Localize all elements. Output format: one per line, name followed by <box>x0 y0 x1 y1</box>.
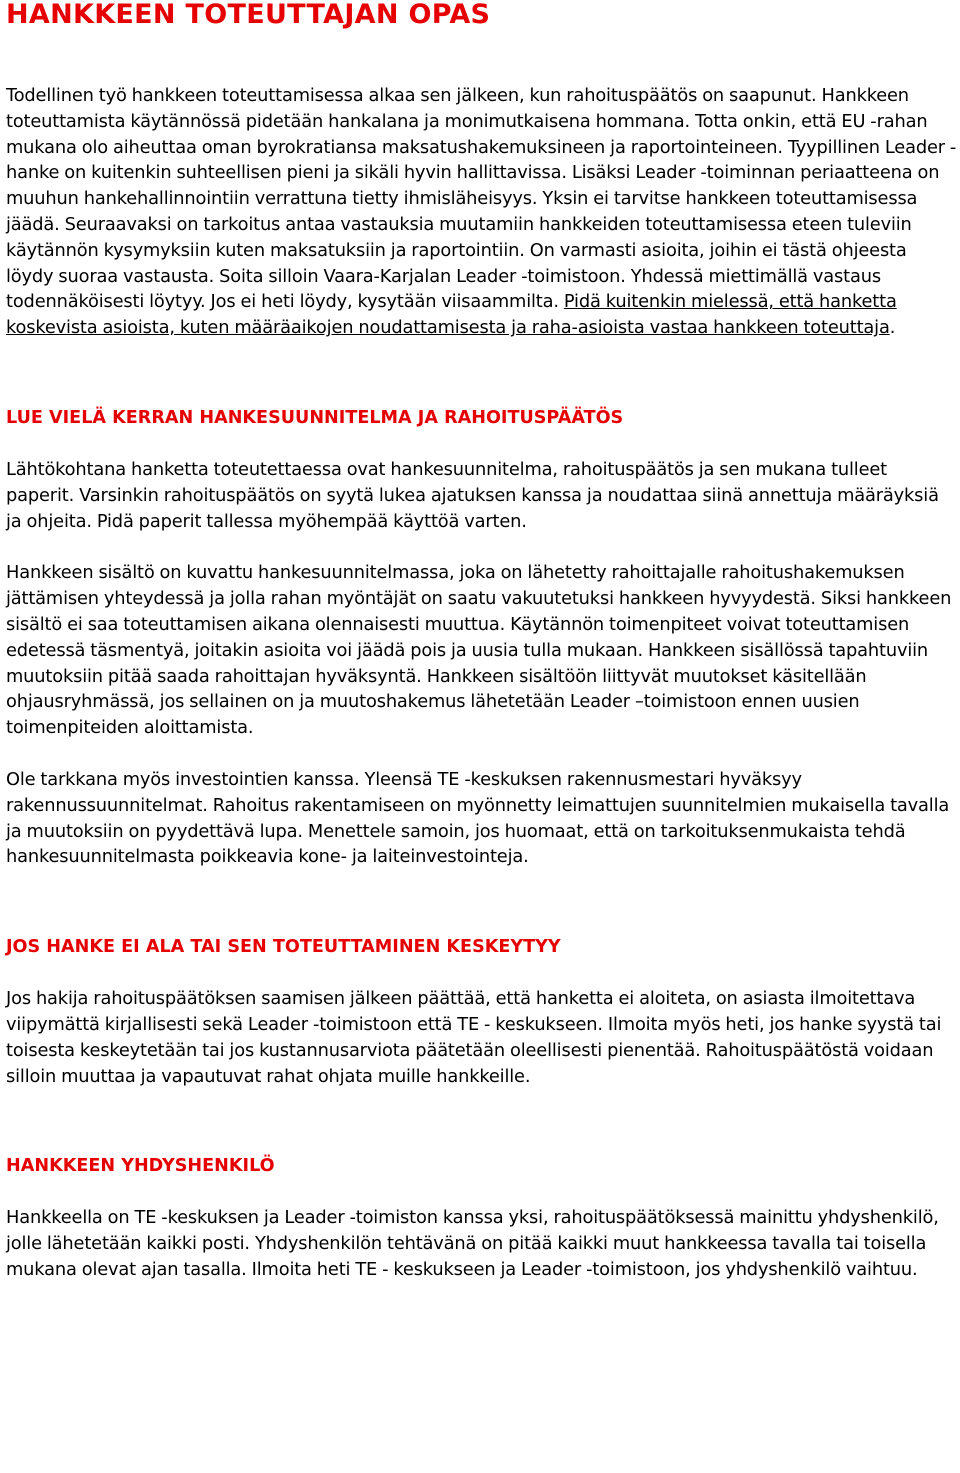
intro-text: Todellinen työ hankkeen toteuttamisessa alkaa sen jälkeen, kun rahoituspäätös on saapunut. Hankkeen toteuttamista käytännössä pidetään hankalana ja monimutkaisena hommana. Totta onkin, että EU -rahan mukana olo aiheuttaa oman byrokratiansa maksatushakemuksineen ja raportointeineen. Tyypillinen Leader -hanke on kuitenkin suhteellisen pieni ja sikäli hyvin hallittavissa. Lisäksi Leader -toiminnan periaatteena on muuhun hankehallinnointiin verrattuna tietty ihmisläheisyys. Yksin ei tarvitse hankkeen toteuttamisessa jäädä. Seuraavaksi on tarkoitus antaa vastauksia muutamiin hankkeiden toteuttamisessa eteen tuleviin käytännön kysymyksiin kuten maksatuksiin ja raportointiin. On varmasti asioita, joihin ei tästä ohjeesta löydy suoraa vastausta. Soita silloin Vaara-Karjalan Leader -toimistoon. Yhdessä miettimällä vastaus todennäköisesti löytyy. Jos ei heti löydy, kysytään viisaammilta. <box>6 85 957 313</box>
section-heading-hankesuunnitelma: LUE VIELÄ KERRAN HANKESUUNNITELMA JA RAHOITUSPÄÄTÖS <box>6 407 624 428</box>
intro-underlined-text: Pidä kuitenkin mielessä, että hanketta koskevista asioista, kuten määräaikojen noudattamisesta ja raha-asioista vastaa hankkeen toteuttaja <box>6 291 897 339</box>
section-paragraph: Hankkeen sisältö on kuvattu hankesuunnitelmassa, joka on lähetetty rahoittajalle rahoitushakemuksen jättämisen yhteydessä ja jolla rahan myöntäjät on saatu vakuutetuksi hankkeen hyvyydestä. Siksi hankkeen sisältö ei saa toteuttamisen aikana olennaisesti muuttua. Käytännön toimenpiteet voivat toteuttamisen edetessä täsmentyä, joitakin asioita voi jäädä pois ja uusia tulla mukaan. Hankkeen sisällössä tapahtuviin muutoksiin pitää saada rahoittajan hyväksyntä. Hankkeen sisältöön liittyvät muutokset käsitellään ohjausryhmässä, jos sellainen on ja muutoshakemus lähetetään Leader –toimistoon ennen uusien toimenpiteiden aloittamista. <box>6 562 952 739</box>
intro-tail: . <box>889 317 896 339</box>
section-paragraph: Lähtökohtana hanketta toteutettaessa ovat hankesuunnitelma, rahoituspäätös ja sen mukana tulleet paperit. Varsinkin rahoituspäätös on syytä lukea ajatuksen kanssa ja noudattaa siinä annettuja määräyksiä ja ohjeita. Pidä paperit tallessa myöhempää käyttöä varten. <box>6 458 939 532</box>
intro-paragraph <box>6 83 958 341</box>
document-title: HANKKEEN TOTEUTTAJAN OPAS <box>6 0 491 30</box>
section-heading-keskeytys: JOS HANKE EI ALA TAI SEN TOTEUTTAMINEN KESKEYTYY <box>6 937 561 958</box>
section-paragraph: Ole tarkkana myös investointien kanssa. Yleensä TE -keskuksen rakennusmestari hyväksyy rakennussuunnitelmat. Rahoitus rakentamiseen on myönnetty leimattujen suunnitelmien mukaisella tavalla ja muutoksiin on pyydettävä lupa. Menettele samoin, jos huomaat, että on tarkoituksenmukaista tehdä hankesuunnitelmasta poikkeavia kone- ja laiteinvestointeja. <box>6 768 950 868</box>
section-paragraph: Jos hakija rahoituspäätöksen saamisen jälkeen päättää, että hanketta ei aloiteta, on asiasta ilmoitettava viipymättä kirjallisesti sekä Leader -toimistoon että TE - keskukseen. Ilmoita myös heti, jos hanke syystä tai toisesta keskeytetään tai jos kustannusarviota päätetään oleellisesti pienentää. Rahoituspäätöstä voidaan silloin muuttaa ja vapautuvat rahat ohjata muille hankkeille. <box>6 988 942 1087</box>
document-page <box>6 0 958 1283</box>
section-heading-yhdyshenkilo: HANKKEEN YHDYSHENKILÖ <box>6 1156 275 1177</box>
section-paragraph: Hankkeella on TE -keskuksen ja Leader -toimiston kanssa yksi, rahoituspäätöksessä mainittu yhdyshenkilö, jolle lähetetään kaikki posti. Yhdyshenkilön tehtävänä on pitää kaikki muut hankkeessa tavalla tai toisella mukana olevat ajan tasalla. Ilmoita heti TE - keskukseen ja Leader -toimistoon, jos yhdyshenkilö vaihtuu. <box>6 1207 939 1280</box>
